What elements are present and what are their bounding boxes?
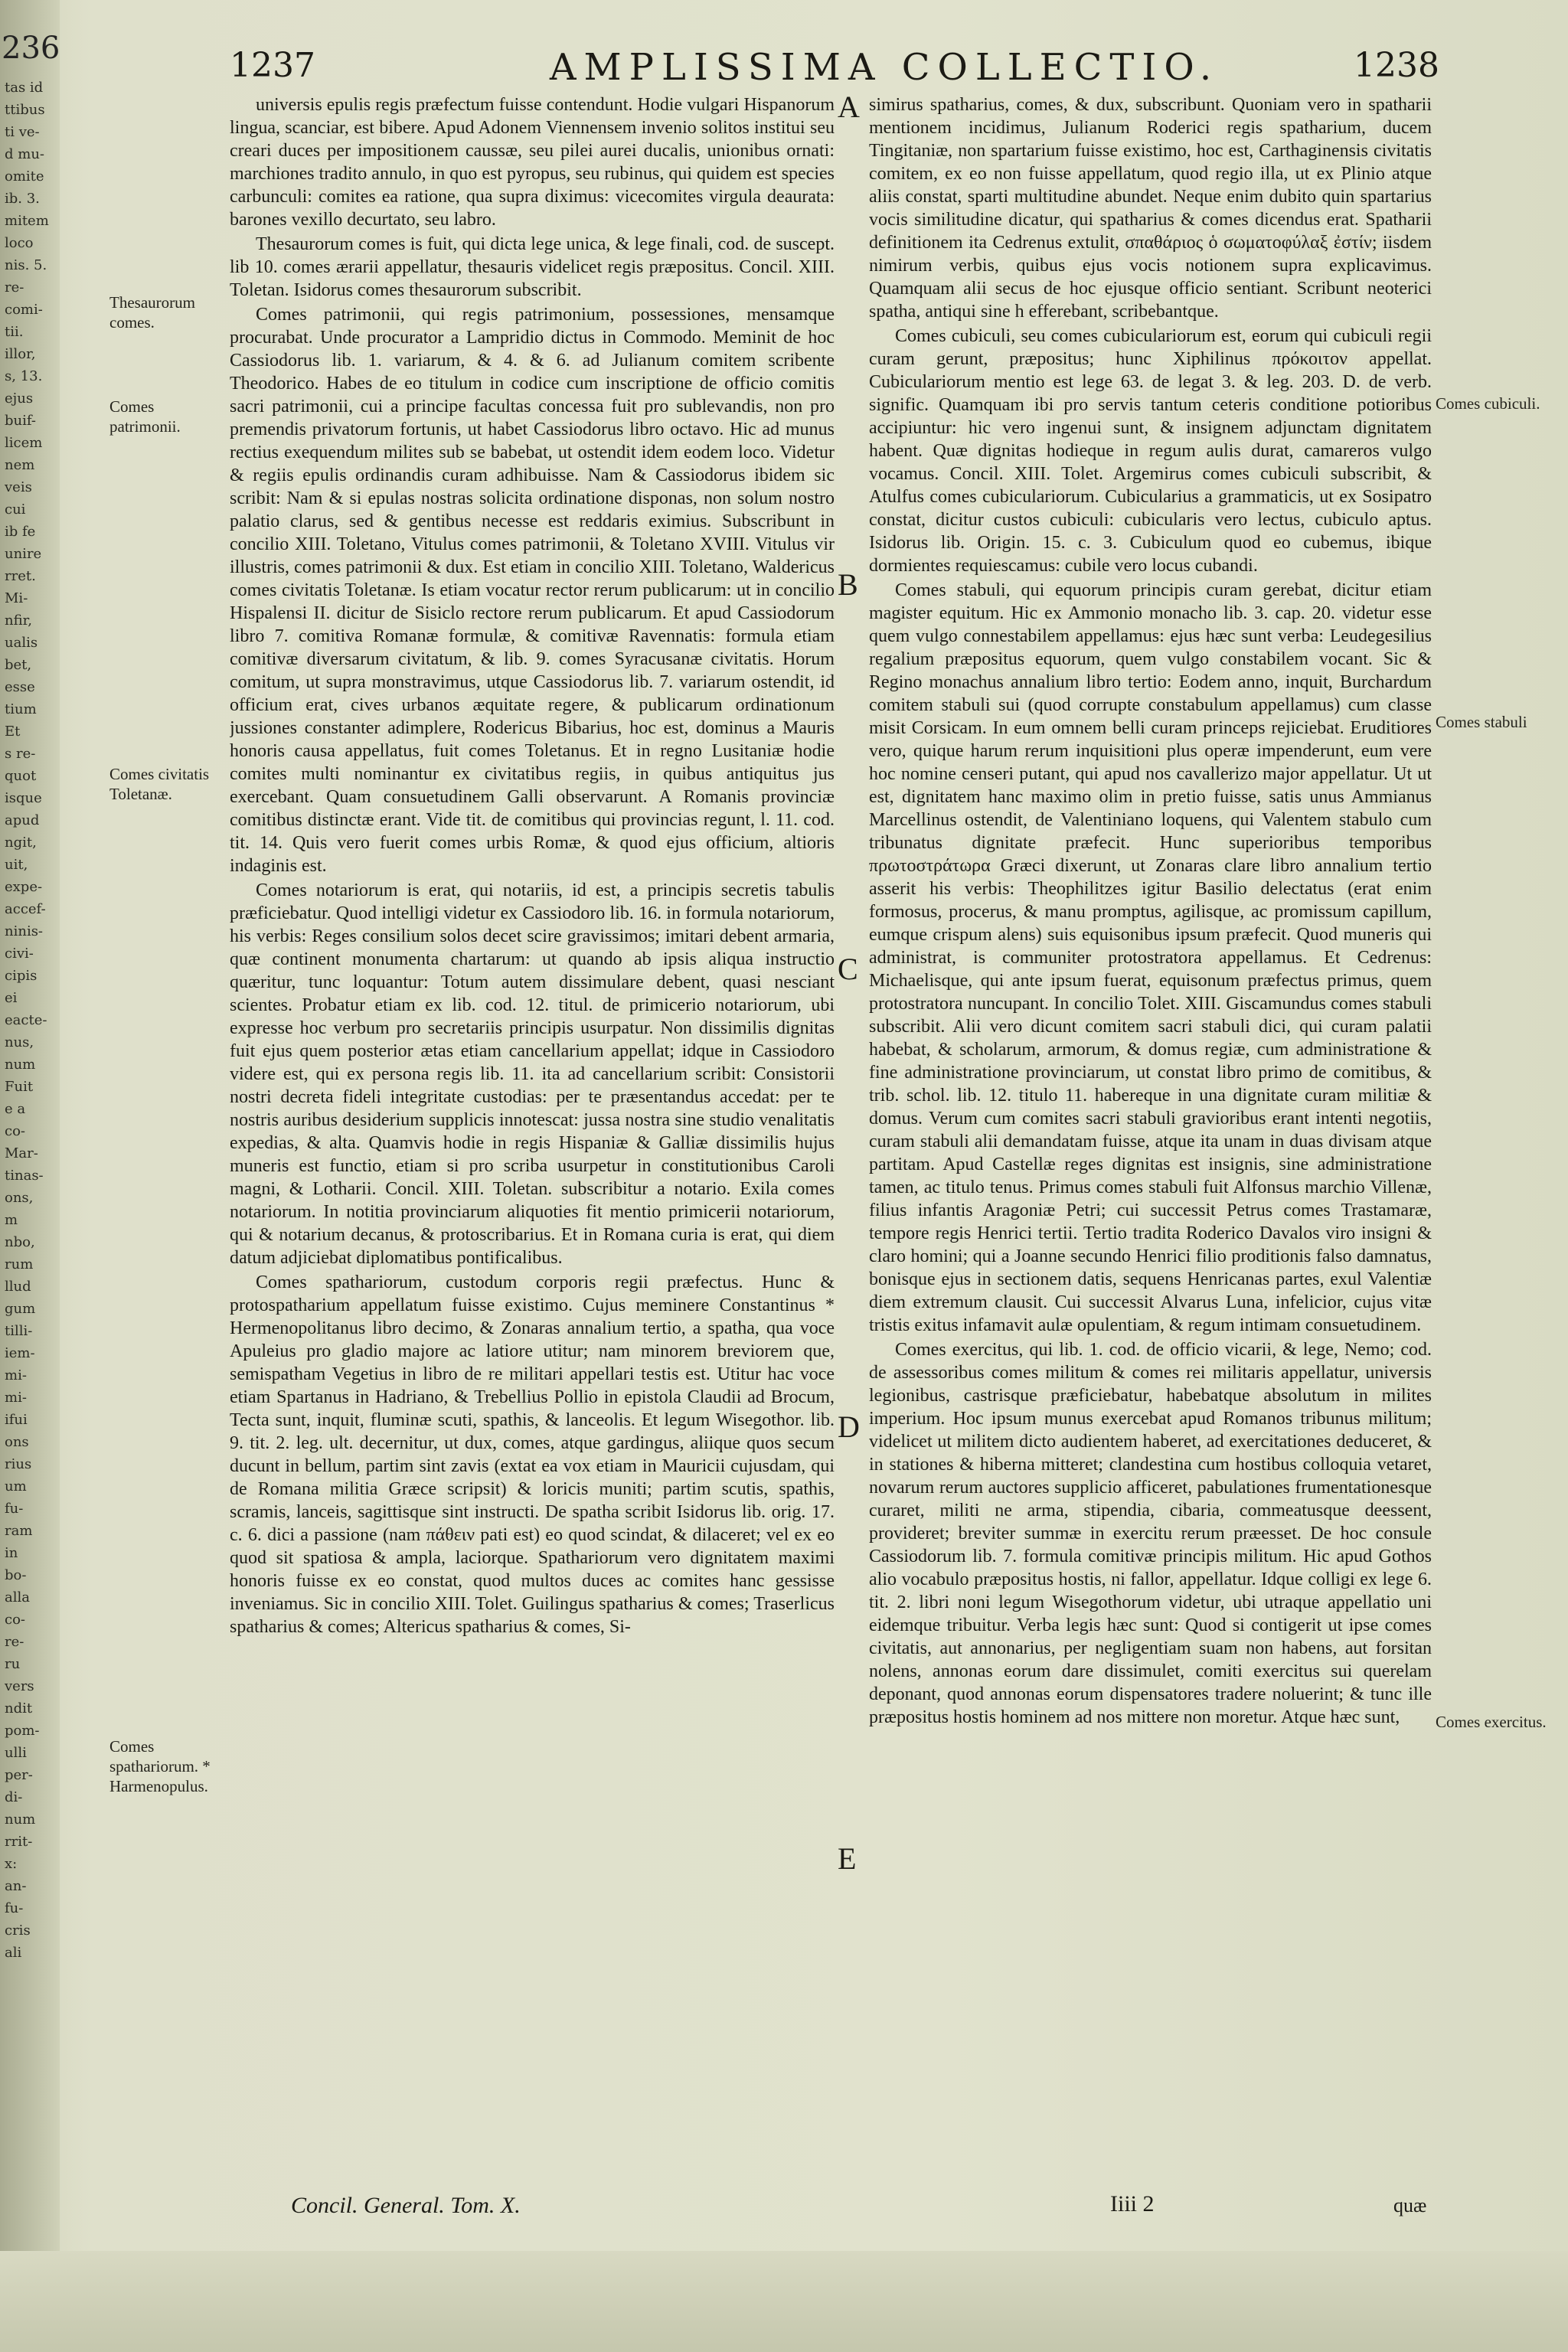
gutter-fragment: ram bbox=[5, 1523, 33, 1539]
gutter-fragment: veis bbox=[5, 479, 32, 495]
gutter-fragment: in bbox=[5, 1545, 18, 1561]
gutter-fragment: accef- bbox=[5, 901, 46, 917]
gutter-fragment: unire bbox=[5, 546, 42, 562]
running-title: AMPLISSIMA COLLECTIO. bbox=[549, 46, 1220, 89]
gutter-fragment: s, 13. bbox=[5, 368, 43, 384]
gutter-fragment: cris bbox=[5, 1922, 31, 1939]
page-number-right: 1238 bbox=[1354, 46, 1439, 85]
gutter-fragment: mi- bbox=[5, 1390, 27, 1406]
gutter-fragment: eacte- bbox=[5, 1012, 47, 1028]
gutter-fragment: ualis bbox=[5, 635, 38, 651]
gutter-fragment: Mi- bbox=[5, 590, 28, 606]
gutter-fragment: tii. bbox=[5, 324, 24, 340]
margin-note-exercitus: Comes exercitus. bbox=[1436, 1713, 1547, 1731]
gutter-fragment: ndit bbox=[5, 1700, 33, 1717]
section-letter-e: E bbox=[838, 1841, 857, 1876]
previous-page-fragments bbox=[0, 77, 49, 1964]
gutter-fragment: mi- bbox=[5, 1367, 27, 1383]
gutter-fragment: tinas- bbox=[5, 1168, 44, 1184]
gutter-fragment: ru bbox=[5, 1656, 21, 1672]
margin-note-thesaurorum: Thesaurorum comes. bbox=[109, 293, 195, 332]
gutter-fragment: omite bbox=[5, 168, 44, 185]
gutter-fragment: gum bbox=[5, 1301, 36, 1317]
previous-page-number: 236 bbox=[2, 31, 60, 66]
signature-mark-title: Concil. General. Tom. X. bbox=[291, 2193, 521, 2218]
gutter-fragment: licem bbox=[5, 435, 43, 451]
right-text-column bbox=[869, 93, 1432, 2184]
section-letter-c: C bbox=[838, 952, 858, 986]
paragraph-thesaurorum: Thesaurorum comes is fuit, qui dicta lege unica, & lege finali, cod. de suscept. lib 10. comes ærarii appellatur, thesauris videlicet regis præpositus. Concil. XIII. Toletan. Isidorus comes thesaurorum subscribit. bbox=[230, 234, 835, 300]
gutter-fragment: esse bbox=[5, 679, 35, 695]
gutter-fragment: nus, bbox=[5, 1034, 34, 1050]
gutter-fragment: nbo, bbox=[5, 1234, 35, 1250]
gutter-fragment: ulli bbox=[5, 1745, 27, 1761]
gutter-fragment: re- bbox=[5, 1634, 24, 1650]
section-letter-d: D bbox=[838, 1410, 860, 1444]
gutter-fragment: rius bbox=[5, 1456, 32, 1472]
gutter-fragment: Et bbox=[5, 724, 21, 740]
gutter-fragment: tas id bbox=[5, 80, 44, 96]
gutter-fragment: per- bbox=[5, 1767, 33, 1783]
gutter-fragment: d mu- bbox=[5, 146, 44, 162]
section-letter-a: A bbox=[838, 90, 860, 124]
gutter-fragment: apud bbox=[5, 812, 40, 828]
gutter-fragment: rrit- bbox=[5, 1834, 33, 1850]
paragraph-patrimonii: Comes patrimonii, qui regis patrimonium, possessiones, mensamque procurabat. Unde procurator a Lampridio dictus in Commodo. Meminit de hoc Cassiodorus lib. 1. variarum, & 4. & 6. ad Julianum comitem scribente Theodorico. Habes de eo titulum in codice cum inscriptione de officio comitis sacri patrimonii, cui a principe facultas concessa fuit pro sublevandis, non pro premendis privatorum fortunis, ut habet Cassiodorus libro octavo. Hic ad munus rectius exequendum milites sub se babebat, ut ostendit idem eodem loco. Videtur & regiis epulis ordinandis curam adhibuisse. Nam & Cassiodorus ibidem sic scribit: Nam & si epulas nostras solicita ordinatione disponas, non solum nostro palatio clarus, sed & gentibus necesse est reddaris eximius. Subscribunt in concilio XIII. Toletano, Vitulus comes patrimonii, & Toletano XVIII. Vitulus vir illustris, comes patrimonii & dux. Est etiam in concilio XIII. Toletano, Waldericus comes civitatis Toletanæ. Is etiam vocatur rector rerum publicarum: ut in concilio Hispalensi II. dicitur de Sisiclo rectore rerum publicarum. Et apud Cassiodorum libro 7. comitiva Romanæ formulæ, & comitivæ Ravennatis: formula etiam comitivæ diversarum civitatum, & lib. 9. comes Syracusanæ civitatis. Horum comitum, ut supra monstravimus, utque Cassiodorus lib. 7. variarum ostendit, id officium erat, cives urbanos æquitate regere, & publicarum ordinationum jussiones constanter adimplere, Rodericus Bibarius, hoc est, dominus a Mauris honoris causa appellatus, fuit comes Toletanus. Et in regno Lusitaniæ hodie comites multi nominantur ex civitatibus regiis, in quibus antiquitus jus exercebant. Quam consuetudinem Galli observarunt. A Romanis provinciæ comitibus distinctæ erant. Vide tit. de comitibus qui provincias regunt, l. 11. cod. tit. 14. Quis vero fuerit comes urbis Romæ, & quod ejus officium, altioris indaginis est. bbox=[230, 305, 835, 876]
gutter-fragment: nis. 5. bbox=[5, 257, 47, 273]
gutter-fragment: nfir, bbox=[5, 612, 32, 629]
margin-note-civitatis: Comes civitatis Toletanæ. bbox=[109, 765, 210, 803]
gutter-fragment: civi- bbox=[5, 946, 34, 962]
page-header bbox=[230, 46, 1439, 92]
gutter-fragment: cui bbox=[5, 501, 26, 518]
gutter-fragment: uit, bbox=[5, 857, 28, 873]
gutter-fragment: fu- bbox=[5, 1501, 24, 1517]
gutter-fragment: ti ve- bbox=[5, 124, 40, 140]
gutter-fragment: llud bbox=[5, 1279, 31, 1295]
gutter-fragment: Mar- bbox=[5, 1145, 38, 1161]
gutter-fragment: tilli- bbox=[5, 1323, 33, 1339]
gutter-fragment: ejus bbox=[5, 390, 34, 407]
gutter-fragment: cipis bbox=[5, 968, 38, 984]
gutter-fragment: ifui bbox=[5, 1412, 28, 1428]
gutter-fragment: loco bbox=[5, 235, 34, 251]
gutter-fragment: ib fe bbox=[5, 524, 36, 540]
gutter-fragment: quot bbox=[5, 768, 37, 784]
gutter-fragment: ali bbox=[5, 1945, 22, 1961]
gutter-fragment: fu- bbox=[5, 1900, 24, 1916]
page-bottom-edge bbox=[0, 2251, 1568, 2352]
margin-note-patrimonii: Comes patrimonii. bbox=[109, 397, 181, 436]
gutter-fragment: num bbox=[5, 1057, 36, 1073]
paragraph-notariorum: Comes notariorum is erat, qui notariis, id est, a principis secretis tabulis præficiebatur. Quod intelligi videtur ex Cassiodoro lib. 16. in formula notariorum, his verbis: Reges consilium solos decet scire gravissimos; imitari debent armaria, quæ continent monumenta chartarum: ut quando ab ipsis aliqua instructio quæritur, tunc loquantur: Totum autem dissimulare debent, quasi nesciant scientes. Probatur etiam ex lib. cod. 12. titul. de primicerio notariorum, ubi expresse hoc verbum pro secretariis principis usurpatur. Non dissimilis dignitas fuit ejus quem posterior ætas etiam cancellarium appellat; idque in Cassiodoro videre est, qui ex persona regis lib. 11. ita ad cancellarium scribit: Consistorii nostri decreta fideli integritate custodias: per te præsentandus accedat: per te nostris auribus desiderium supplicis innotescat: jussa nostra sine studio venalitatis expedias, & alta. Quamvis hodie in regis Hispaniæ & Galliæ dissimilis hujus muneris est functio, etiam si pro scriba usurpetur in constitutionibus Caroli magni, & Lotharii. Concil. XIII. Toletan. subscribitur a notario. Exila comes notariorum. In notitia provinciarum aliquoties fit mentio primicerii notariorum, qui & notarium decanus, & protoscribarius. Et in Romana curia is erat, qui diem datum adjiciebat diplomatibus pontificalibus. bbox=[230, 880, 835, 1268]
gutter-fragment: ons bbox=[5, 1434, 29, 1450]
gutter-fragment: ngit, bbox=[5, 835, 37, 851]
gutter-fragment: buif- bbox=[5, 413, 36, 429]
gutter-fragment: bo- bbox=[5, 1567, 27, 1583]
gutter-fragment: comi- bbox=[5, 302, 43, 318]
paragraph-continuation: simirus spatharius, comes, & dux, subscribunt. Quoniam vero in spatharii mentionem incidimus, Julianum Roderici regis spatharium, ducem Tingitaniæ, non spartarium fuisse existimo, hoc est, Carthaginensis civitatis comitem, ex eo non fuisse appellatum, quod regio illa, ut ex Plinio atque aliis constat, sparti multitudine abundet. Neque enim dubito quin spartarius vocis similitudine dicatur, qui spatharius & comes dicendus erat. Spatharii definitionem ita Cedrenus extulit, σπαθάριος ὁ σωματοφύλαξ ἐστίν; iisdem nimirum verbis, quibus ejus vocis notionem supra explicavimus. Quamquam alii secus de hoc ejusque officio sentiant. Scribunt neoterici spatha, antiqui sine h efferebant, scribebantque. bbox=[869, 95, 1432, 322]
left-text-column bbox=[230, 93, 835, 2184]
signature-mark: Iiii 2 bbox=[1110, 2191, 1155, 2216]
gutter-fragment: m bbox=[5, 1212, 18, 1228]
paragraph-cubiculi: Comes cubiculi, seu comes cubiculariorum est, eorum qui cubiculi regii curam gerunt, præpositus; hunc Xiphilinus πρόκοιτον appellat. Cubiculariorum mentio est lege 63. de legat 3. & leg. 203. D. de verb. signific. Quamquam ibi pro servis tantum ceteris conditione potioribus accipiuntur: hic vero ingenui sunt, & insignem adjunctam dignitatem habent. Quæ dignitas hodieque in regum aulis durat, camareros vulgo vocamus. Concil. XIII. Tolet. Argemirus comes cubiculi subscribit, & Atulfus comes cubiculariorum. Cubicularius a grammaticis, ut ex Sosipatro constat, dicitur custos cubiculi: cubicularis vero lectus, cubiculo aptus. Isidorus lib. Origin. 15. c. 3. Cubiculum quod eo cubemus, ibique dormientes requiescamus: cubile vero locus cubandi. bbox=[869, 326, 1432, 576]
margin-note-spathariorum: Comes spathariorum. * Harmenopulus. bbox=[109, 1737, 211, 1795]
catchword: quæ bbox=[1393, 2194, 1427, 2216]
gutter-fragment: ons, bbox=[5, 1190, 34, 1206]
gutter-fragment: Fuit bbox=[5, 1079, 34, 1095]
margin-note-stabuli: Comes stabuli bbox=[1436, 713, 1527, 731]
margin-note-cubiculi: Comes cubiculi. bbox=[1436, 394, 1540, 413]
gutter-fragment: co- bbox=[5, 1612, 25, 1628]
gutter-fragment: re- bbox=[5, 279, 24, 296]
paragraph-exercitus: Comes exercitus, qui lib. 1. cod. de officio vicarii, & lege, Nemo; cod. de assessoribus comes militum & comes rei militaris appellatur, universis legionibus, castrisque præficiebatur, habebatque absolutum in milites imperium. Hoc ipsum munus exercebat apud Romanos tribunus militum; videlicet ut militem dicto audientem haberet, ad exercitationes deduceret, & in stationes & hiberna mitteret; clandestina cum hostibus colloquia vetaret, novarum rerum auctores supplicio afficeret, pabulationes frumentationesque curaret, militi ne arma, stipendia, cibaria, commeatusque deessent, provideret; breviter summæ in exercitu rerum præesset. De hoc consule Cassiodorum lib. 7. formula comitivæ principis militum. Hic apud Gothos alio vocabulo præpositus hostis, ni fallor, appellatur. Idque colligi ex lege 6. tit. 2. libri noni legum Wisegothorum videtur, ubi utraque appellatio uni eidemque tribuitur. Verba legis hæc sunt: Quod si contigerit ut ipse comes civitatis, aut annonarius, per negligentiam suam non habens, aut forsitan nolens, annonas eorum dare dissimulet, comiti exercitus sui querelam deponant, quod annonas eorum dispensatores tradere noluerint; & tunc ille præpositus hostis hominem ad nos mittere non moretur. Atque hæc sunt, bbox=[869, 1340, 1432, 1727]
gutter-fragment: ib. 3. bbox=[5, 191, 40, 207]
gutter-fragment: rum bbox=[5, 1256, 34, 1272]
gutter-fragment: x: bbox=[5, 1856, 18, 1872]
gutter-fragment: vers bbox=[5, 1678, 34, 1694]
previous-page-edge bbox=[0, 0, 60, 2352]
gutter-fragment: isque bbox=[5, 790, 42, 806]
paragraph-intro: universis epulis regis præfectum fuisse contendunt. Hodie vulgari Hispanorum lingua, scanciar, est bibere. Apud Adonem Viennensem invenio solitos institui seu creari duces per impositionem caussæ, seu pilei aurei ducalis, unionibus ornati: marchiones tradito annulo, in quo est pyropus, seu rubinus, qui quidem est species carbunculi: comites ea ratione, qua supra diximus: vicecomites virgula deaurata: barones vexillo decurtato, seu labro. bbox=[230, 95, 835, 230]
gutter-fragment: alla bbox=[5, 1589, 30, 1606]
gutter-fragment: num bbox=[5, 1811, 36, 1828]
section-letter-b: B bbox=[838, 567, 858, 602]
gutter-fragment: expe- bbox=[5, 879, 43, 895]
paragraph-stabuli: Comes stabuli, qui equorum principis curam gerebat, dicitur etiam magister equitum. Hic ex Ammonio monacho lib. 3. cap. 20. videtur esse quem vulgo connestabilem appellamus: ejus hæc sunt verba: Leudegesilius regalium præpositus equorum, quem vulgo constabilem vocant. Sic & Regino monachus annalium libro tertio: Eodem anno, inquit, Burchardum comitem stabuli sui (quod corrupte constabulum appellamus) cum classe misit Corsicam. In eum omnem belli curam princeps rejiciebat. Eruditiores vero, quique harum rerum inquisitioni plus operæ impenderunt, eum vere hoc nomine censeri putant, qui apud nos cavallerizo major appellatur. Ut ut est, dignitatem hanc maximo olim in pretio fuisse, satis unus Ammianus Marcellinus ostendit, de Valentiniano loquens, qui Valentem stabulo cum tribunatus dignitate præfecit. Hunc superioribus temporibus πρωτοστράτωρα Græci dixerunt, ut Zonaras clare libro annalium tertio asserit his verbis: Theophilitzes igitur Basilio delectatus (erat enim formosus, procerus, & manu promptus, agilisque, ac promissum capillum, eumque crispum alens) suis equisonibus ipsum præfecit. Quod muneris qui administrat, is communiter protostratora appellamus. Et Cedrenus: Michaelisque, qui ante ipsum fuerat, equisonum præfectus primus, quem protostratora nuncupant. In concilio Tolet. XIII. Giscamundus comes stabuli subscribit. Alii vero dicunt comitem sacri stabuli dici, qui curam palatii habebat, & scholarum, armorum, & domus regiæ, cum administratione & fine administratione provinciarum, ut constat libro primo de comitibus, & trib. schol. lib. 12. titulo 11. habereque in una dignitate curam militiæ & domus. Verum cum comites sacri stabuli gravioribus erant intenti negotiis, curam stabuli alii demandatam fuisse, atque ita unam in duas divisam atque partitam. Apud Castellæ reges dignitas est insignis, sine administratione tamen, ac titulo tenus. Primus comes stabuli fuit Alfonsus marchio Villenæ, filius infantis Aragoniæ Petri; cui successit Petrus comes Trastamaræ, tempore regis Henrici tertii. Tertio tradita Roderico Davalos viro insigni & claro homini; qui a Joanne secundo Henrici filio proditionis falso damnatus, bonisque ejus in sectionem datis, sequens Henricanas partes, exul Valentiæ diem extremum clausit. Cui successit Alvarus Luna, infelicior, cujus vitæ tristis exitus infamavit aulæ opulentiam, & regum intimam consuetudinem. bbox=[869, 580, 1432, 1335]
gutter-fragment: ei bbox=[5, 990, 18, 1006]
gutter-fragment: ninis- bbox=[5, 923, 44, 939]
gutter-fragment: bet, bbox=[5, 657, 32, 673]
gutter-fragment: ttibus bbox=[5, 102, 45, 118]
gutter-fragment: nem bbox=[5, 457, 35, 473]
gutter-fragment: pom- bbox=[5, 1723, 40, 1739]
gutter-fragment: illor, bbox=[5, 346, 36, 362]
gutter-fragment: co- bbox=[5, 1123, 25, 1139]
gutter-fragment: mitem bbox=[5, 213, 49, 229]
gutter-fragment: rret. bbox=[5, 568, 36, 584]
gutter-fragment: tium bbox=[5, 701, 37, 717]
paragraph-spathariorum: Comes spathariorum, custodum corporis regii præfectus. Hunc & protospatharium appellatum fuisse existimo. Cujus meminere Constantinus * Hermenopolitanus libro decimo, & Zonaras annalium tertio, a spatha, qua voce Apuleius pro gladio majore ac latiore utitur; nam minorem breviorem que, semispatham Vegetius in libro de re militari appellari testis est. Utitur hac voce etiam Spartanus in Hadriano, & Trebellius Pollio in epistola Claudii ad Brocum, Tecta sunt, inquit, fluminæ scuti, spathis, & lanceolis. Et legum Wisegothor. lib. 9. tit. 2. leg. ult. decernitur, ut dux, comes, atque gardingus, aliique quos secum ducunt in bellum, partim sint zavis (extat ea vox etiam in Mauricii cujusdam, qui de Romana militia Græce scripsit) & loricis muniti; partim scutis, spathis, scramis, lanceis, sagittisque sint instructi. De spatha scribit Isidorus lib. orig. 17. c. 6. dici a passione (nam πάθειν pati est) eo quod scindat, & dilaceret; vel ex eo quod sit spatiosa & ampla, laciorque. Spathariorum vero dignitatem maximi honoris fuisse ex eo constat, quod multos duces ac comites hanc gessisse inveniamus. Sic in concilio XIII. Tolet. Guilingus spatharius & comes; Traserlicus spatharius & comes; Altericus spatharius & comes, Si- bbox=[230, 1272, 835, 1637]
page-number-left: 1237 bbox=[230, 46, 315, 85]
gutter-fragment: um bbox=[5, 1478, 27, 1494]
gutter-fragment: iem- bbox=[5, 1345, 35, 1361]
gutter-fragment: e a bbox=[5, 1101, 26, 1117]
gutter-fragment: s re- bbox=[5, 746, 36, 762]
gutter-fragment: di- bbox=[5, 1789, 23, 1805]
gutter-fragment: an- bbox=[5, 1878, 27, 1894]
